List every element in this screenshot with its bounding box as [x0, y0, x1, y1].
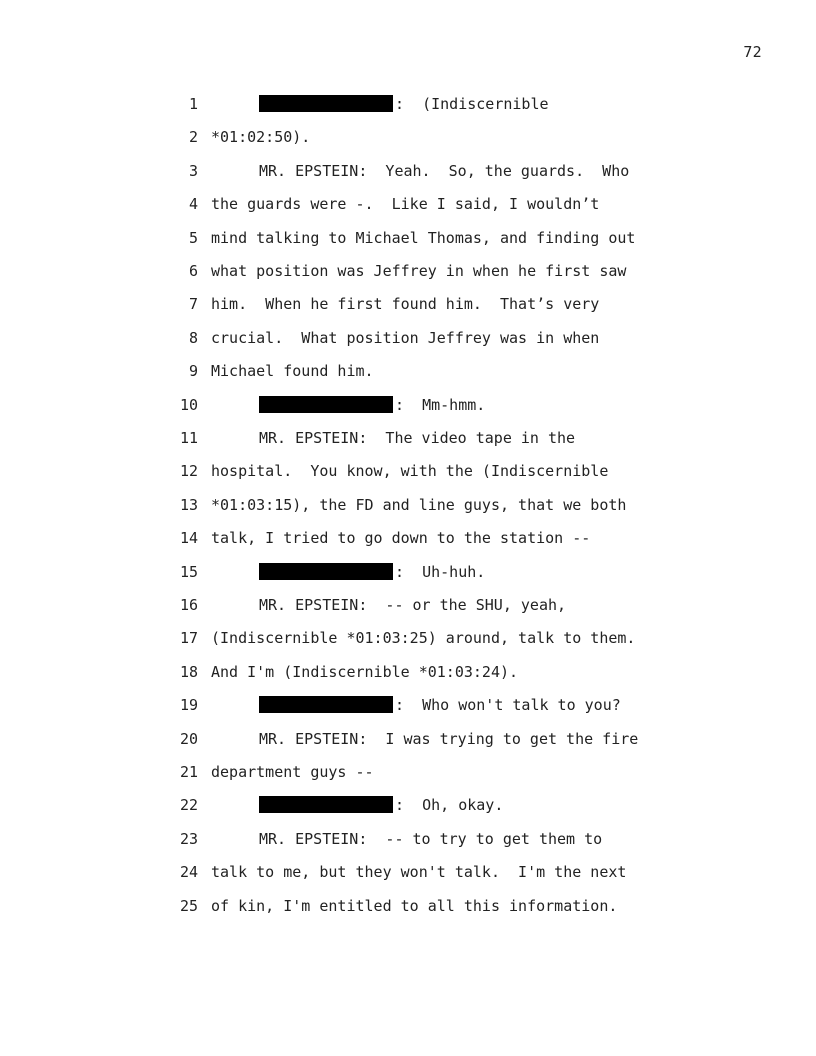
transcript-line [0, 161, 700, 194]
line-number: 15 [179, 562, 198, 581]
page-number: 72 [743, 43, 762, 61]
line-content: what position was Jeffrey in when he first saw [211, 262, 627, 280]
transcript-line [0, 94, 700, 127]
line-content: MR. EPSTEIN: -- or the SHU, yeah, [259, 596, 567, 614]
line-number: 7 [188, 295, 198, 314]
line-text [259, 829, 602, 849]
redaction-bar [259, 563, 393, 580]
line-number: 8 [188, 328, 198, 347]
line-text [259, 94, 549, 114]
transcript-line [0, 428, 700, 461]
line-content: MR. EPSTEIN: I was trying to get the fire [259, 729, 639, 748]
redaction-bar [259, 95, 393, 112]
line-text [211, 862, 626, 882]
redaction-bar [259, 696, 393, 713]
line-content: of kin, I'm entitled to all this information. [211, 896, 618, 915]
transcript-line [0, 562, 700, 595]
line-content: *01:02:50). [211, 128, 311, 147]
transcript-line [0, 795, 700, 828]
line-text [211, 495, 626, 515]
transcript-line [0, 595, 700, 628]
line-text [259, 161, 629, 181]
line-number: 14 [179, 529, 198, 548]
transcript-line [0, 261, 700, 294]
transcript-line [0, 729, 700, 762]
transcript-line [0, 395, 700, 428]
transcript-line [0, 695, 700, 728]
line-number: 21 [179, 763, 198, 781]
transcript-line [0, 662, 700, 695]
line-content: the guards were -. Like I said, I wouldn’t [211, 195, 600, 214]
line-number: 24 [179, 863, 198, 882]
transcript-line [0, 127, 700, 160]
transcript-line [0, 294, 700, 327]
line-content: crucial. What position Jeffrey was in when [211, 328, 600, 347]
line-content: : Mm-hmm. [395, 395, 486, 414]
line-number: 11 [179, 429, 198, 447]
line-text [211, 896, 617, 916]
line-number: 23 [179, 829, 198, 848]
line-number: 16 [179, 596, 198, 614]
redaction-bar [259, 396, 393, 413]
transcript-line [0, 896, 700, 929]
line-content: MR. EPSTEIN: The video tape in the [259, 429, 576, 447]
transcript-line [0, 228, 700, 261]
transcript-line [0, 361, 700, 394]
line-content: department guys -- [211, 763, 374, 781]
line-text [211, 127, 310, 147]
line-number: 10 [179, 395, 198, 414]
transcript-line [0, 628, 700, 661]
line-content: mind talking to Michael Thomas, and finding out [211, 228, 636, 247]
line-content: MR. EPSTEIN: -- to try to get them to [259, 829, 603, 848]
transcript-line [0, 194, 700, 227]
line-text [211, 328, 599, 348]
line-text [259, 428, 575, 448]
line-number: 2 [188, 128, 198, 147]
line-number: 9 [188, 362, 198, 381]
line-content: hospital. You know, with the (Indiscernible [211, 462, 609, 481]
line-text [211, 461, 608, 481]
line-number: 6 [188, 262, 198, 280]
transcript-line [0, 461, 700, 494]
line-text [211, 762, 374, 782]
line-content: : Who won't talk to you? [395, 696, 621, 715]
line-content: MR. EPSTEIN: Yeah. So, the guards. Who [259, 161, 630, 180]
line-number: 13 [179, 495, 198, 514]
line-number: 3 [188, 161, 198, 180]
transcript-line [0, 762, 700, 795]
line-text [259, 795, 503, 815]
line-content: And I'm (Indiscernible *01:03:24). [211, 662, 519, 681]
line-content: (Indiscernible *01:03:25) around, talk to them. [211, 629, 636, 648]
line-text [259, 729, 638, 749]
line-number: 4 [188, 195, 198, 214]
line-number: 22 [179, 796, 198, 815]
redaction-bar [259, 796, 393, 813]
line-text [211, 528, 590, 548]
transcript-line [0, 495, 700, 528]
line-number: 12 [179, 462, 198, 481]
line-number: 19 [179, 696, 198, 715]
transcript-line [0, 829, 700, 862]
line-content: : (Indiscernible [395, 95, 549, 113]
line-content: Michael found him. [211, 362, 374, 381]
line-text [211, 628, 635, 648]
line-content: *01:03:15), the FD and line guys, that we both [211, 495, 627, 514]
line-text [211, 194, 599, 214]
line-content: talk, I tried to go down to the station -- [211, 529, 591, 548]
line-number: 5 [188, 228, 198, 247]
line-text [211, 662, 518, 682]
line-text [211, 228, 635, 248]
transcript-line [0, 862, 700, 895]
line-text [259, 395, 485, 415]
line-text [211, 361, 374, 381]
transcript-line [0, 328, 700, 361]
line-content: talk to me, but they won't talk. I'm the next [211, 863, 627, 882]
line-text [211, 294, 599, 314]
line-text [211, 261, 626, 281]
line-number: 1 [188, 95, 198, 113]
line-number: 18 [179, 662, 198, 681]
line-text [259, 695, 621, 715]
line-content: him. When he first found him. That’s very [211, 295, 600, 314]
transcript-line [0, 528, 700, 561]
line-number: 17 [179, 629, 198, 648]
line-content: : Uh-huh. [395, 562, 486, 581]
line-number: 20 [179, 729, 198, 748]
line-text [259, 562, 485, 582]
line-content: : Oh, okay. [395, 796, 504, 815]
line-number: 25 [179, 896, 198, 915]
line-text [259, 595, 566, 615]
